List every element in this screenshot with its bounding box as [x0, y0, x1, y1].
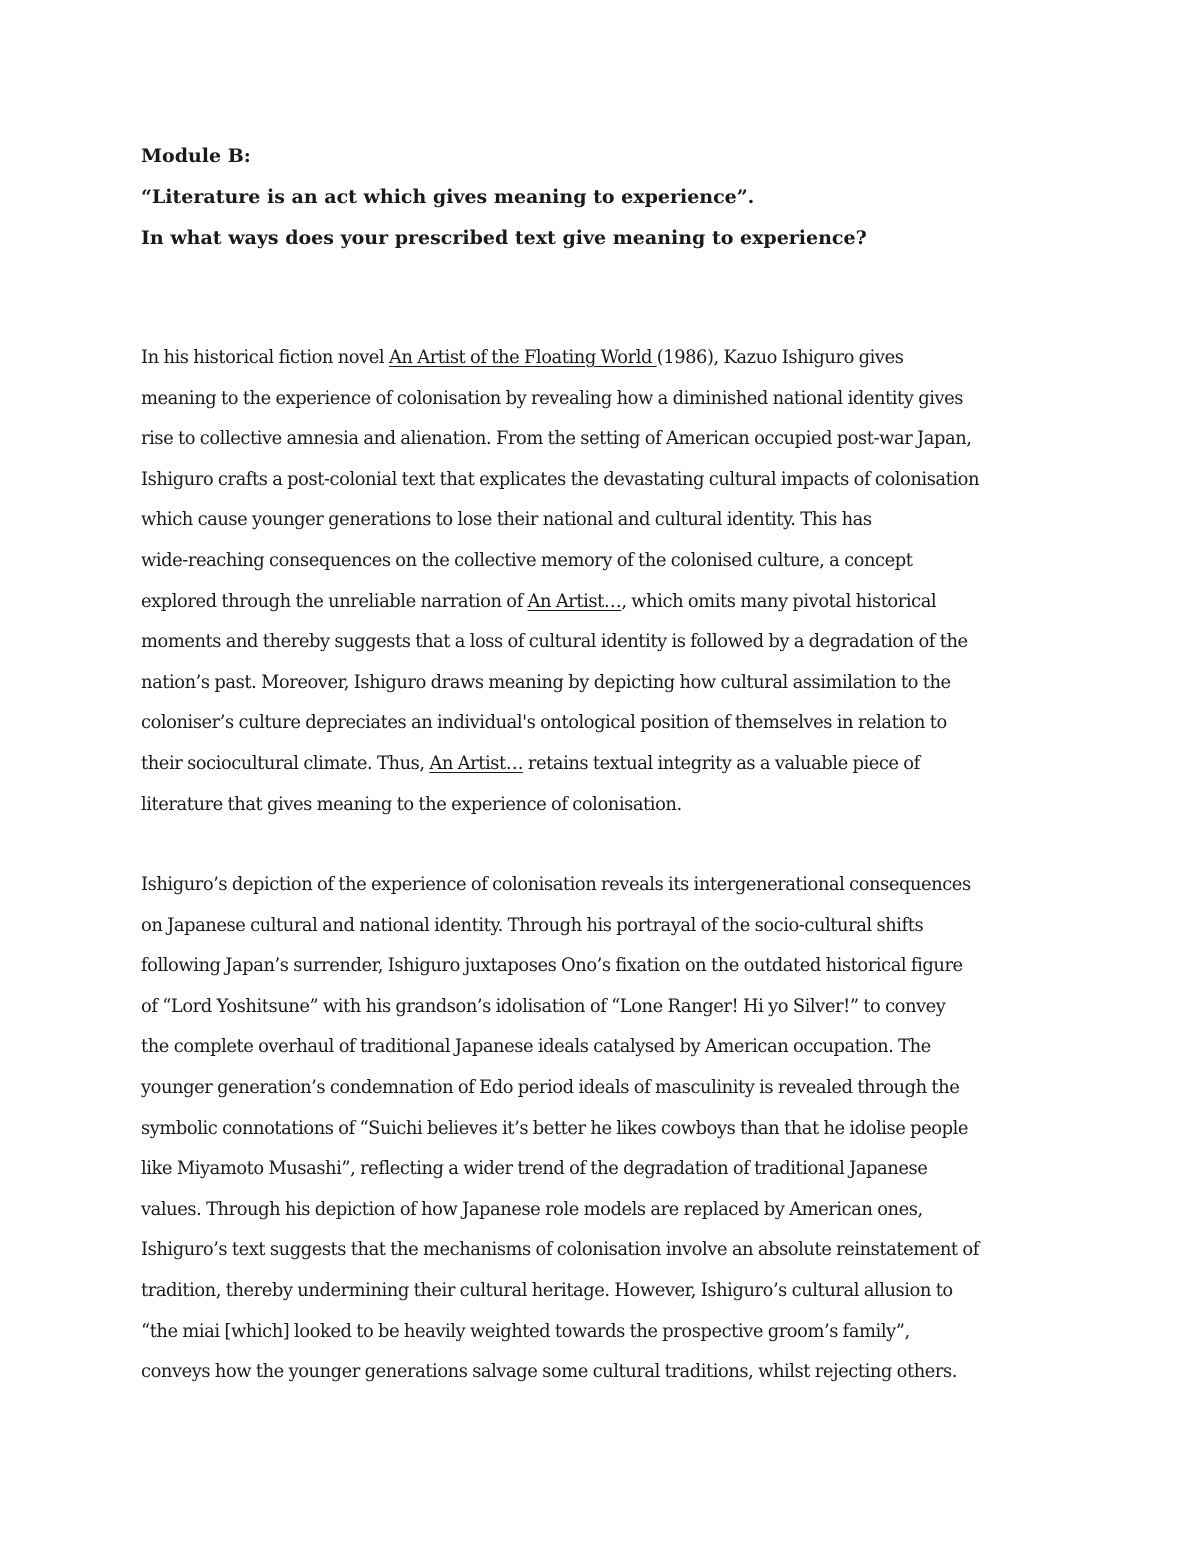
paragraph-line: symbolic connotations of “Suichi believes it’s better he likes cowboys than that he idolise people [141, 1117, 969, 1139]
paragraph-line: Ishiguro’s text suggests that the mechanisms of colonisation involve an absolute reinstatement of [141, 1239, 979, 1261]
paragraph-line: literature that gives meaning to the experience of colonisation. [141, 793, 682, 815]
paragraph-line: moments and thereby suggests that a loss of cultural identity is followed by a degradation of the [141, 631, 968, 653]
paragraph-2 [141, 865, 1071, 1393]
paragraph-line: wide-reaching consequences on the collective memory of the colonised culture, a concept [141, 549, 913, 571]
paragraph-line: explored through the unreliable narration of An Artist…, which omits many pivotal historical [141, 590, 937, 612]
essay-quote: “Literature is an act which gives meaning to experience”. [141, 186, 755, 208]
paragraph-line: their sociocultural climate. Thus, An Artist… retains textual integrity as a valuable piece of [141, 752, 920, 774]
novel-title-short: An Artist… [429, 752, 524, 774]
paragraph-line: like Miyamoto Musashi”, reflecting a wider trend of the degradation of traditional Japanese [141, 1158, 928, 1180]
paragraph-line: coloniser’s culture depreciates an individual's ontological position of themselves in relation to [141, 712, 947, 734]
paragraph-line: younger generation’s condemnation of Edo period ideals of masculinity is revealed through the [141, 1076, 960, 1098]
paragraph-line: rise to collective amnesia and alienation. From the setting of American occupied post-war Japan, [141, 428, 972, 450]
paragraph-line: of “Lord Yoshitsune” with his grandson’s idolisation of “Lone Ranger! Hi yo Silver!” to convey [141, 995, 946, 1017]
paragraph-line: Ishiguro crafts a post-colonial text that explicates the devastating cultural impacts of colonisation [141, 468, 980, 490]
novel-title: An Artist of the Floating World [388, 347, 657, 368]
essay-question: In what ways does your prescribed text give meaning to experience? [141, 227, 867, 249]
paragraph-line: Ishiguro’s depiction of the experience of colonisation reveals its intergenerational consequences [141, 874, 971, 895]
novel-title-short: An Artist… [527, 590, 622, 612]
paragraph-line: tradition, thereby undermining their cultural heritage. However, Ishiguro’s cultural allusion to [141, 1279, 953, 1301]
paragraph-line: following Japan’s surrender, Ishiguro juxtaposes Ono’s fixation on the outdated historical figure [141, 955, 963, 977]
paragraph-line: conveys how the younger generations salvage some cultural traditions, whilst rejecting others. [141, 1361, 958, 1383]
paragraph-line: In his historical fiction novel An Artist of the Floating World (1986), Kazuo Ishiguro gives [141, 347, 904, 368]
paragraph-line: “the miai [which] looked to be heavily weighted towards the prospective groom’s family”, [141, 1320, 910, 1342]
paragraph-line: the complete overhaul of traditional Japanese ideals catalysed by American occupation. The [141, 1036, 931, 1058]
paragraph-line: nation’s past. Moreover, Ishiguro draws meaning by depicting how cultural assimilation to the [141, 671, 951, 693]
paragraph-line: which cause younger generations to lose their national and cultural identity. This has [141, 509, 872, 531]
paragraph-line: meaning to the experience of colonisation by revealing how a diminished national identity gives [141, 387, 964, 409]
paragraph-line: values. Through his depiction of how Japanese role models are replaced by American ones, [141, 1198, 923, 1220]
paragraph-line: on Japanese cultural and national identity. Through his portrayal of the socio-cultural shifts [141, 914, 924, 936]
module-label: Module B: [141, 145, 251, 167]
paragraph-1 [141, 338, 1071, 825]
